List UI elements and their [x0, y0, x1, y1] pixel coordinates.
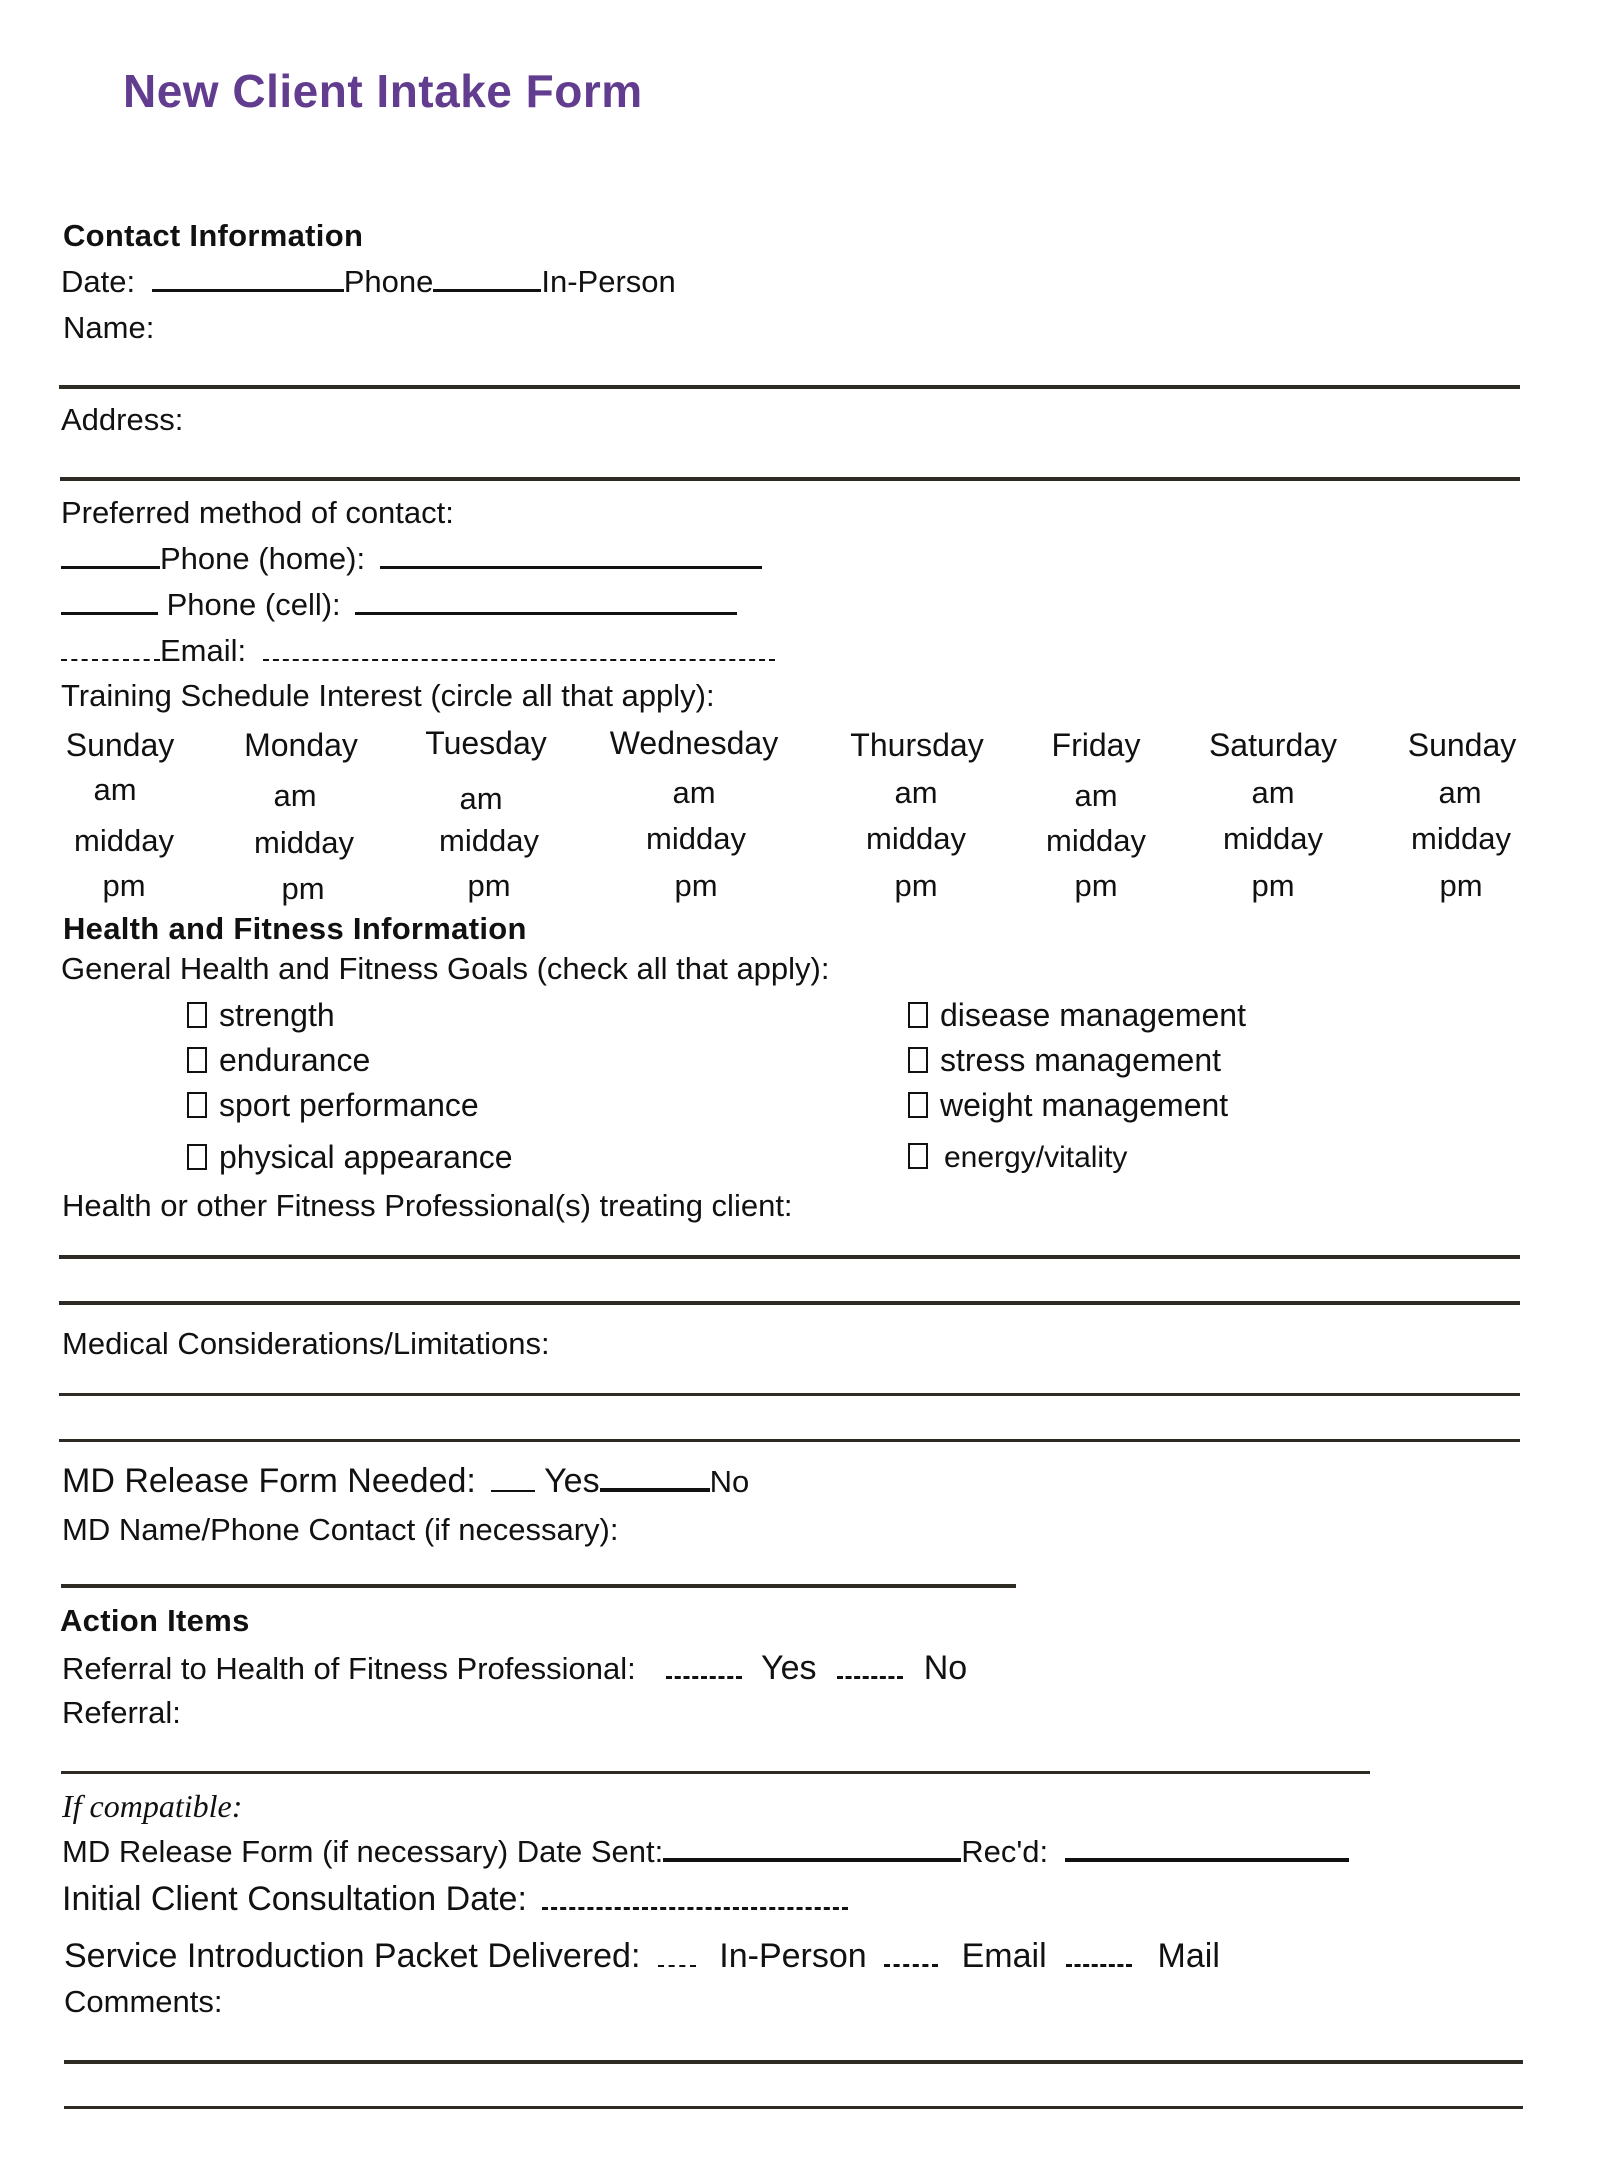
phone-home-field[interactable] — [380, 565, 762, 569]
professionals-label: Health or other Fitness Professional(s) treating client: — [62, 1188, 793, 1223]
phone-cell-check-field[interactable] — [61, 611, 158, 615]
packet-mail-label: Mail — [1157, 1937, 1220, 1975]
goal-label: endurance — [219, 1042, 371, 1078]
day-sunday: Sunday — [65, 727, 175, 763]
checkbox-icon[interactable] — [908, 1092, 928, 1118]
slot-sunday-2-am[interactable]: am — [1438, 775, 1482, 810]
referral-yes-label: Yes — [761, 1649, 817, 1687]
slot-sunday-2-pm[interactable]: pm — [1439, 868, 1483, 903]
day-friday: Friday — [1051, 727, 1141, 763]
name-field-line[interactable] — [59, 385, 1520, 389]
address-label: Address: — [61, 402, 184, 437]
phone-cell-label: Phone (cell): — [166, 587, 341, 622]
goal-sport-performance[interactable] — [187, 1087, 479, 1124]
md-contact-label: MD Name/Phone Contact (if necessary): — [62, 1512, 619, 1547]
phone-cell-field[interactable] — [355, 611, 737, 615]
referral-line[interactable] — [61, 1771, 1370, 1774]
packet-mail-field[interactable] — [1066, 1963, 1132, 1967]
md-release-no-field[interactable] — [600, 1487, 710, 1492]
email-label: Email: — [160, 633, 247, 668]
md-release-label: MD Release Form Needed: — [62, 1462, 476, 1500]
slot-wednesday-am[interactable]: am — [672, 775, 716, 810]
medical-label: Medical Considerations/Limitations: — [62, 1326, 550, 1361]
packet-email-label: Email — [961, 1937, 1047, 1975]
referral-no-label: No — [923, 1649, 968, 1687]
md-contact-line[interactable] — [61, 1584, 1016, 1588]
checkbox-icon[interactable] — [187, 1047, 207, 1073]
contact-heading: Contact Information — [63, 218, 364, 253]
phone-home-row — [61, 543, 762, 574]
date-sent-field[interactable] — [663, 1857, 961, 1862]
slot-wednesday-midday[interactable]: midday — [646, 821, 746, 856]
goal-disease-management[interactable] — [908, 997, 1246, 1034]
day-wednesday: Wednesday — [609, 725, 779, 761]
goal-label: energy/vitality — [944, 1141, 1128, 1174]
name-label: Name: — [63, 310, 155, 345]
day-sunday-2: Sunday — [1407, 727, 1517, 763]
slot-tuesday-am[interactable]: am — [459, 781, 503, 816]
checkbox-icon[interactable] — [908, 1143, 928, 1169]
professionals-line-1[interactable] — [59, 1255, 1520, 1259]
goal-label: weight management — [940, 1087, 1229, 1123]
day-thursday: Thursday — [850, 727, 984, 763]
goal-label: physical appearance — [219, 1139, 513, 1175]
slot-tuesday-pm[interactable]: pm — [467, 868, 511, 903]
phone-cell-row — [61, 589, 737, 620]
date-label: Date: — [61, 264, 136, 299]
slot-thursday-pm[interactable]: pm — [894, 868, 938, 903]
medical-line-2[interactable] — [59, 1439, 1520, 1442]
slot-wednesday-pm[interactable]: pm — [674, 868, 718, 903]
checkbox-icon[interactable] — [187, 1002, 207, 1028]
slot-friday-am[interactable]: am — [1074, 778, 1118, 813]
goal-physical-appearance[interactable] — [187, 1139, 513, 1176]
goal-label: sport performance — [219, 1087, 479, 1123]
goal-strength[interactable] — [187, 997, 335, 1034]
md-release-sent-label: MD Release Form (if necessary) Date Sent: — [62, 1834, 664, 1869]
slot-sunday-midday[interactable]: midday — [74, 823, 174, 858]
recd-label: Rec'd: — [961, 1834, 1049, 1869]
slot-thursday-midday[interactable]: midday — [866, 821, 966, 856]
packet-label: Service Introduction Packet Delivered: — [64, 1937, 641, 1975]
md-release-sent-row — [62, 1836, 1349, 1867]
phone-home-label: Phone (home): — [160, 541, 366, 576]
day-saturday: Saturday — [1208, 727, 1338, 763]
slot-friday-midday[interactable]: midday — [1046, 823, 1146, 858]
day-tuesday: Tuesday — [425, 725, 547, 761]
phone-home-check-field[interactable] — [61, 565, 160, 569]
comments-label: Comments: — [64, 1984, 223, 2019]
health-heading: Health and Fitness Information — [63, 911, 527, 946]
date-row — [61, 266, 676, 297]
in-person-option-label: In-Person — [541, 264, 676, 299]
goal-label: stress management — [940, 1042, 1222, 1078]
goal-label: strength — [219, 997, 335, 1033]
slot-tuesday-midday[interactable]: midday — [439, 823, 539, 858]
referral-question-label: Referral to Health of Fitness Professional: — [62, 1651, 636, 1686]
md-release-no-label: No — [709, 1464, 750, 1499]
email-check-field[interactable] — [61, 658, 160, 661]
goal-weight-management[interactable] — [908, 1087, 1228, 1124]
slot-sunday-2-midday[interactable]: midday — [1411, 821, 1511, 856]
phone-option-label: Phone — [343, 264, 434, 299]
referral-no-field[interactable] — [837, 1675, 903, 1679]
email-row — [61, 635, 775, 666]
packet-email-field[interactable] — [884, 1963, 938, 1967]
schedule-label: Training Schedule Interest (circle all that apply): — [61, 678, 715, 713]
goals-label: General Health and Fitness Goals (check all that apply): — [61, 951, 830, 986]
goal-endurance[interactable] — [187, 1042, 370, 1079]
professionals-line-2[interactable] — [59, 1301, 1520, 1305]
checkbox-icon[interactable] — [187, 1144, 207, 1170]
goal-label: disease management — [940, 997, 1246, 1033]
referral-question-row — [62, 1651, 967, 1685]
phone-option-field[interactable] — [433, 288, 541, 292]
if-compatible-label: If compatible: — [62, 1788, 243, 1824]
md-release-row — [62, 1464, 749, 1498]
comments-line-2[interactable] — [64, 2106, 1523, 2109]
page-title: New Client Intake Form — [123, 65, 643, 117]
action-heading: Action Items — [60, 1603, 250, 1638]
date-field[interactable] — [152, 288, 344, 292]
packet-in-person-label: In-Person — [719, 1937, 867, 1975]
md-release-yes-label: Yes — [544, 1462, 600, 1500]
recd-field[interactable] — [1065, 1857, 1349, 1862]
slot-monday-am[interactable]: am — [273, 778, 317, 813]
slot-thursday-am[interactable]: am — [894, 775, 938, 810]
consultation-row — [62, 1882, 848, 1916]
checkbox-icon[interactable] — [908, 1047, 928, 1073]
referral-yes-field[interactable] — [666, 1675, 742, 1679]
packet-in-person-field[interactable] — [658, 1964, 696, 1967]
email-field[interactable] — [263, 658, 775, 661]
consultation-label: Initial Client Consultation Date: — [62, 1880, 527, 1918]
slot-saturday-am[interactable]: am — [1251, 775, 1295, 810]
day-monday: Monday — [244, 727, 358, 763]
checkbox-icon[interactable] — [187, 1092, 207, 1118]
slot-sunday-am[interactable]: am — [93, 772, 137, 807]
slot-monday-pm[interactable]: pm — [281, 871, 325, 906]
medical-line-1[interactable] — [59, 1393, 1520, 1396]
goal-stress-management[interactable] — [908, 1042, 1221, 1079]
slot-monday-midday[interactable]: midday — [254, 825, 354, 860]
address-field-line[interactable] — [60, 477, 1520, 481]
slot-friday-pm[interactable]: pm — [1074, 868, 1118, 903]
referral-label: Referral: — [62, 1695, 181, 1730]
slot-saturday-pm[interactable]: pm — [1251, 868, 1295, 903]
slot-sunday-pm[interactable]: pm — [102, 868, 146, 903]
slot-saturday-midday[interactable]: midday — [1223, 821, 1323, 856]
comments-line-1[interactable] — [64, 2060, 1523, 2064]
md-release-yes-field[interactable] — [491, 1489, 535, 1492]
consultation-date-field[interactable] — [542, 1906, 848, 1910]
goal-energy-vitality[interactable] — [908, 1141, 1127, 1175]
packet-row — [64, 1939, 1220, 1973]
checkbox-icon[interactable] — [908, 1002, 928, 1028]
preferred-contact-label: Preferred method of contact: — [61, 495, 454, 530]
